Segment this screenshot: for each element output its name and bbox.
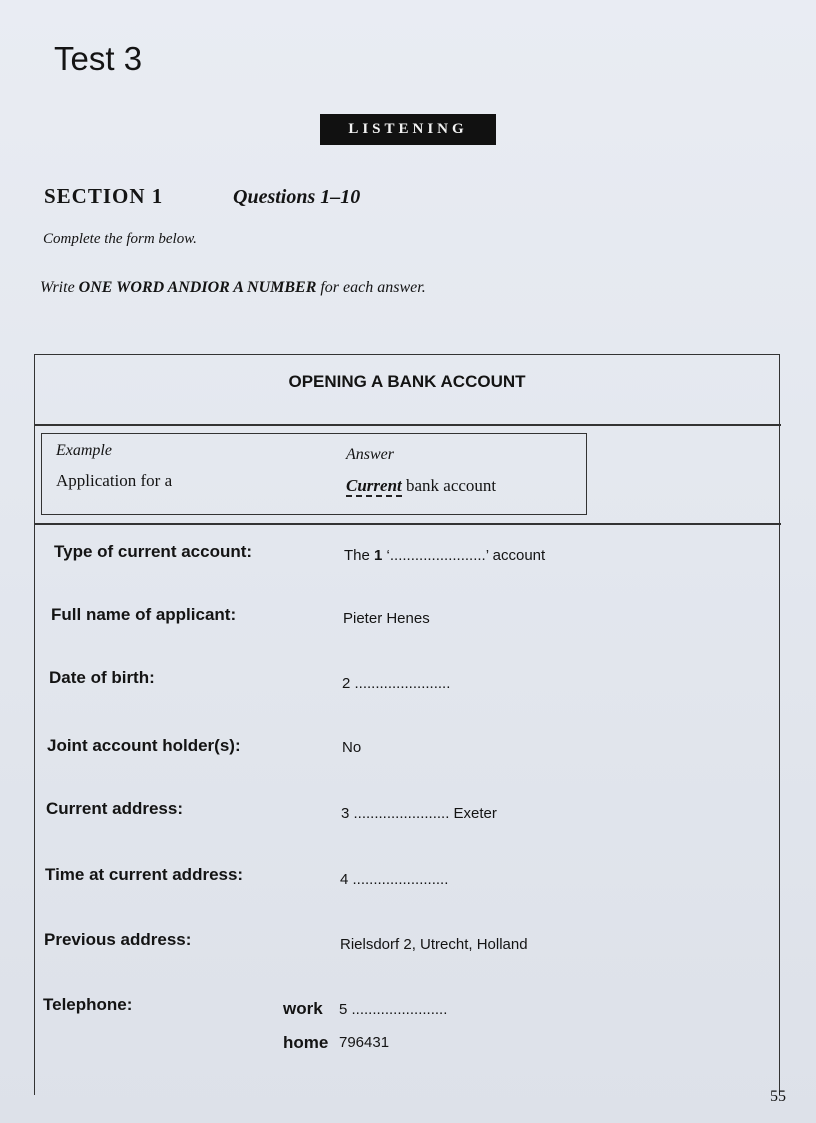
time-address-label: Time at current address:: [45, 865, 244, 884]
previous-address-label: Previous address:: [44, 930, 192, 949]
dob-label: Date of birth:: [49, 668, 155, 687]
joint-holder-label: Joint account holder(s):: [47, 736, 241, 755]
instruction-write-pre: Write: [40, 279, 79, 296]
form-divider-bottom: [34, 523, 781, 525]
instruction-write: [40, 279, 426, 297]
current-address-label: Current address:: [46, 799, 183, 818]
question-4-blank: 4 .......................: [340, 871, 449, 888]
question-5-blank: 5 .......................: [339, 1001, 448, 1018]
section-heading: SECTION 1: [44, 184, 164, 208]
instruction-write-post: for each answer.: [316, 279, 426, 296]
full-name-label: Full name of applicant:: [51, 605, 237, 624]
full-name-value: Pieter Henes: [343, 610, 430, 627]
instruction-write-bold: ONE WORD ANDIOR A NUMBER: [78, 279, 317, 296]
type-account-label: Type of current account:: [54, 542, 253, 561]
answer-text: [346, 476, 496, 496]
form-divider-top: [34, 424, 781, 426]
page-number: 55: [770, 1088, 786, 1105]
test-title: Test 3: [54, 40, 143, 77]
joint-holder-value: No: [342, 739, 362, 756]
question-1-number: 1: [374, 547, 383, 564]
telephone-label: Telephone:: [43, 995, 133, 1014]
home-label: home: [283, 1033, 329, 1052]
form-title: OPENING A BANK ACCOUNT: [288, 372, 526, 391]
answer-rest: bank account: [401, 476, 497, 495]
questions-range: Questions 1–10: [233, 186, 361, 208]
question-3-blank: 3 ....................... Exeter: [341, 805, 497, 822]
example-label: Example: [56, 442, 112, 459]
work-label: work: [283, 999, 323, 1018]
previous-address-value: Rielsdorf 2, Utrecht, Holland: [340, 936, 528, 953]
home-phone-value: 796431: [339, 1034, 390, 1051]
example-text: Application for a: [56, 471, 173, 490]
instruction-complete: Complete the form below.: [43, 231, 197, 247]
answer-word: Current: [346, 476, 402, 495]
answer-label: Answer: [346, 446, 394, 463]
listening-banner: LISTENING: [320, 114, 496, 145]
question-2-blank: 2 .......................: [342, 675, 451, 692]
question-1-blank: ‘.......................’ account: [382, 547, 546, 564]
type-account-value: [344, 547, 545, 564]
type-pre: The: [344, 547, 375, 564]
